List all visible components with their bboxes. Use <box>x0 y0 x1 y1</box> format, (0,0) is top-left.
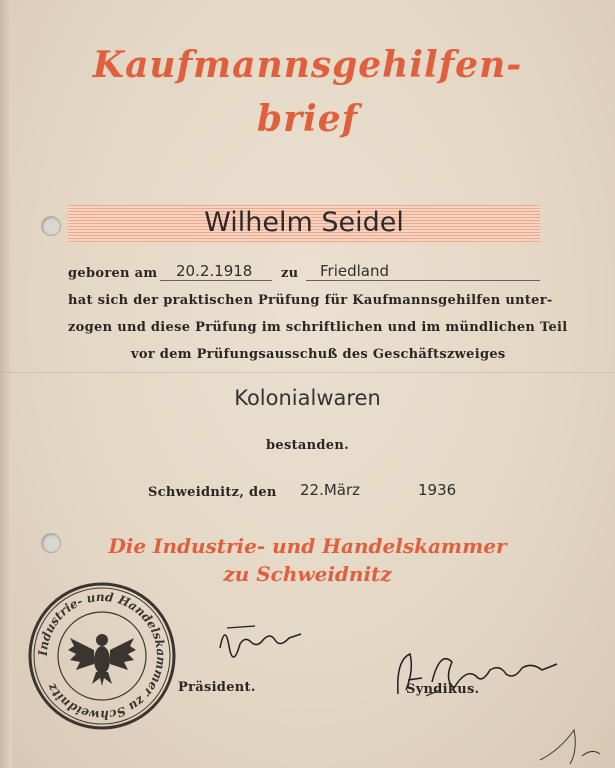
place-city: Schweidnitz, den <box>148 485 277 500</box>
place-year: 1936 <box>418 481 457 499</box>
certificate-title-line2: brief <box>256 98 359 140</box>
body-line-1: hat sich der praktischen Prüfung für Kaufmannsgehilfen unter- <box>68 293 553 308</box>
birth-date: 20.2.1918 <box>176 262 253 280</box>
chamber-seal <box>26 580 178 732</box>
president-signature <box>215 618 305 660</box>
president-label: Präsident. <box>178 680 256 695</box>
issuer-line2: zu Schweidnitz <box>223 562 392 586</box>
birth-prefix: geboren am <box>68 266 158 281</box>
body-line-3: vor dem Prüfungsausschuß des Geschäftszweiges <box>131 347 506 362</box>
holder-name: Wilhelm Seidel <box>204 207 404 238</box>
seal-text: Industrie- und Handelskammer zu Schweidnitz <box>35 589 169 723</box>
birth-date-underline <box>160 280 272 281</box>
corner-pencil-mark <box>530 720 610 766</box>
fold-line <box>0 372 615 374</box>
syndic-label: Syndikus. <box>406 682 480 697</box>
birth-conj: zu <box>281 266 299 281</box>
passed-text: bestanden. <box>266 438 349 453</box>
birth-place-underline <box>306 280 540 281</box>
issuer-line1: Die Industrie- und Handelskammer <box>108 534 507 558</box>
punch-hole-upper <box>41 216 61 236</box>
syndic-signature <box>392 640 572 710</box>
eagle-emblem-icon <box>68 634 136 686</box>
birth-place: Friedland <box>320 262 390 280</box>
certificate-title-line1: Kaufmannsgehilfen- <box>92 44 523 86</box>
place-day: 22.März <box>300 481 361 499</box>
body-line-2: zogen und diese Prüfung im schriftlichen und im mündlichen Teil <box>68 320 568 335</box>
trade-branch: Kolonialwaren <box>234 386 381 410</box>
